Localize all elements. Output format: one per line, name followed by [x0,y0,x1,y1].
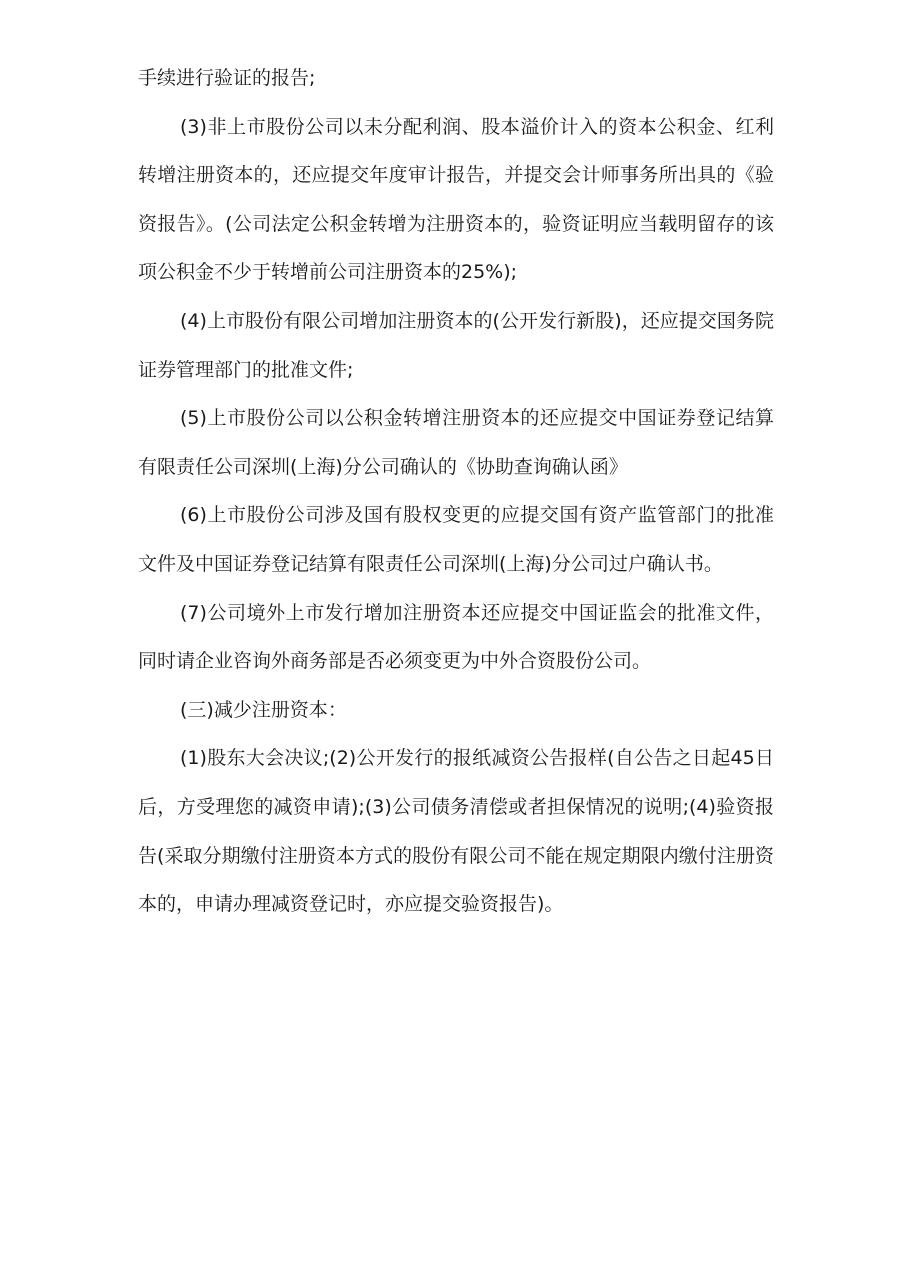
paragraph-item-7: (7)公司境外上市发行增加注册资本还应提交中国证监会的批准文件，同时请企业咨询外商务部是否必须变更为中外合资股份公司。 [138,601,774,673]
section-heading-reduce-capital: (三)减少注册资本： [180,698,347,721]
paragraph-item-6: (6)上市股份公司涉及国有股权变更的应提交国有资产监管部门的批准文件及中国证券登记结算有限责任公司深圳(上海)分公司过户确认书。 [138,504,774,575]
paragraph-reduce-capital-requirements: (1)股东大会决议;(2)公开发行的报纸减资公告报样(自公告之日起45日后，方受理您的减资申请);(3)公司债务清偿或者担保情况的说明;(4)验资报告(采取分期缴付注册资本方式的股份有限公司不能在规定期限内缴付注册资本的，申请办理减资登记时，亦应提交验资报告)。 [138,747,774,916]
paragraph-item-5: (5)上市股份公司以公积金转增注册资本的还应提交中国证券登记结算有限责任公司深圳(上海)分公司确认的《协助查询确认函》 [138,407,774,478]
paragraph-continuation: 手续进行验证的报告; [138,67,316,89]
document-body [138,54,774,929]
paragraph-item-4: (4)上市股份有限公司增加注册资本的(公开发行新股)，还应提交国务院证券管理部门的批准文件; [138,309,774,381]
paragraph-item-3: (3)非上市股份公司以未分配利润、股本溢价计入的资本公积金、红利转增注册资本的，还应提交年度审计报告，并提交会计师事务所出具的《验资报告》。(公司法定公积金转增为注册资本的，验资证明应当载明留存的该项公积金不少于转增前公司注册资本的25%); [138,115,774,284]
